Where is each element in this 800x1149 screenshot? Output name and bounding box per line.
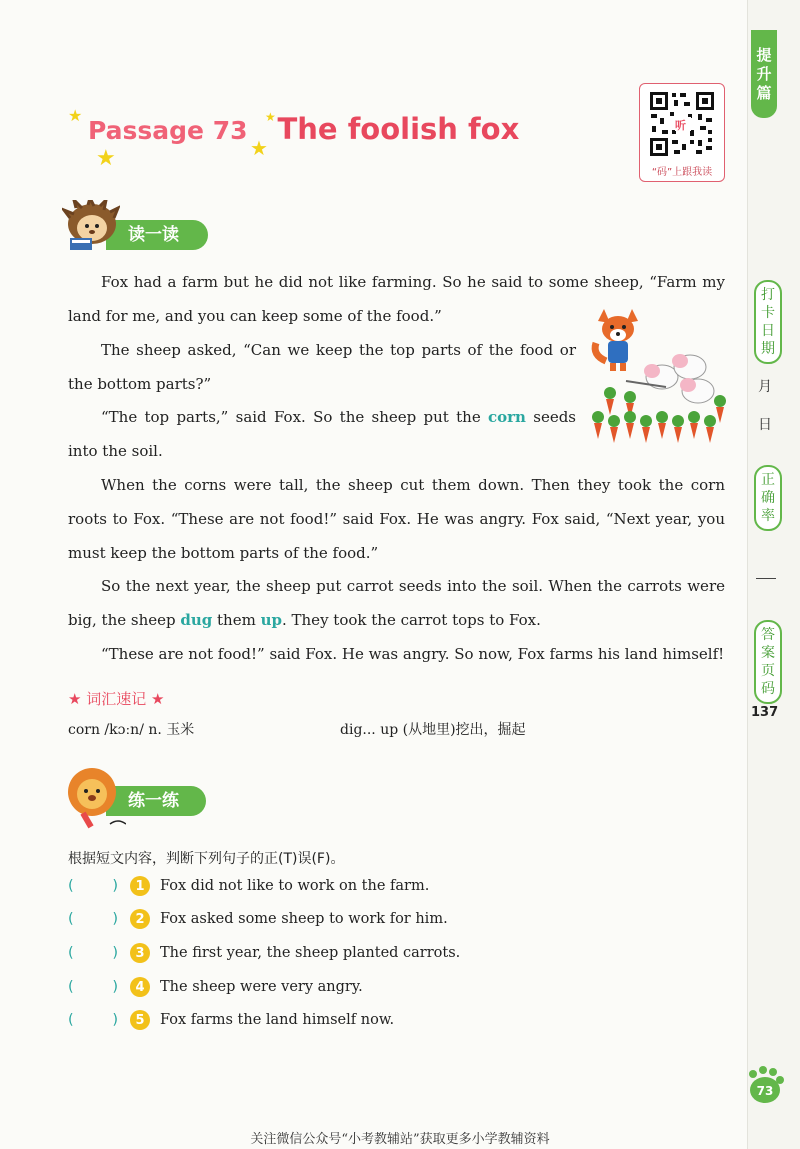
- paw-page-badge-icon: [745, 1066, 785, 1106]
- question-text: Fox asked some sheep to work for him.: [160, 911, 448, 927]
- question-row: [68, 1008, 394, 1032]
- paren-open: (: [68, 945, 74, 961]
- pill-char: 期: [761, 341, 775, 357]
- star-icon: ★: [68, 106, 83, 125]
- question-text: The first year, the sheep planted carrots.: [160, 945, 461, 961]
- month-label: 月: [758, 379, 772, 395]
- qr-caption: “码”上跟我读: [651, 167, 713, 178]
- question-row: [68, 907, 448, 931]
- pill-char: 答: [761, 627, 775, 643]
- hedgehog-reading-icon: [62, 200, 120, 254]
- story-paragraph: “These are not food!” said Fox. He was angry. So now, Fox farms his land himself!: [101, 645, 725, 663]
- pill-char: 页: [761, 663, 775, 679]
- paren-open: (: [68, 979, 74, 995]
- exercise-instruction: 根据短文内容，判断下列句子的正(T)误(F)。: [68, 851, 345, 867]
- text-run: . They took the carrot tops to Fox.: [281, 611, 541, 629]
- paren-close: ): [112, 979, 118, 995]
- star-icon: ★: [250, 136, 268, 160]
- pill-char: 案: [761, 645, 775, 661]
- section-tab: [751, 30, 777, 118]
- question-text: Fox did not like to work on the farm.: [160, 878, 430, 894]
- tab-char: 提: [756, 45, 772, 64]
- paren-open: (: [68, 878, 74, 894]
- paren-open: (: [68, 911, 74, 927]
- text-run: “The top parts,” said Fox. So the sheep put the: [101, 408, 488, 426]
- answer-blank[interactable]: [68, 1012, 124, 1028]
- pill-char: 日: [761, 323, 775, 339]
- answer-blank[interactable]: [68, 878, 124, 894]
- answer-blank[interactable]: [68, 911, 124, 927]
- pill-char: 码: [761, 681, 775, 697]
- section-banner-read: 读一读: [106, 220, 208, 250]
- accuracy-pill: [754, 465, 782, 531]
- vocab-heading: ★ 词汇速记 ★: [68, 690, 165, 708]
- qr-code[interactable]: [639, 83, 725, 182]
- page-title: [88, 112, 519, 146]
- answer-page-number: 137: [751, 705, 779, 720]
- story-paragraph: [68, 569, 725, 637]
- paren-close: ): [112, 878, 118, 894]
- answer-blank[interactable]: [68, 945, 124, 961]
- paren-open: (: [68, 1012, 74, 1028]
- vocab-item: dig... up (从地里)挖出，掘起: [340, 722, 526, 738]
- question-row: [68, 941, 460, 965]
- story-paragraph: When the corns were tall, the sheep cut them down. Then they took the corn roots to Fox. “These are not food!” said Fox. He was angry. Fox said, “Next year, you must keep the bottom parts of the food.”: [68, 476, 725, 562]
- pill-char: 打: [761, 287, 775, 303]
- answer-page-pill: [754, 620, 782, 704]
- pill-char: 率: [761, 508, 775, 524]
- passage-number: Passage 73: [88, 116, 248, 145]
- qr-badge: 听: [675, 119, 686, 132]
- question-number: 3: [130, 943, 150, 963]
- question-number: 1: [130, 876, 150, 896]
- vocab-item: corn /kɔːn/ n. 玉米: [68, 722, 195, 738]
- question-row: [68, 975, 363, 999]
- question-row: [68, 874, 429, 898]
- story-paragraph: [68, 400, 576, 468]
- vocab-keyword: up: [260, 611, 282, 629]
- passage-title: The foolish fox: [277, 112, 520, 146]
- right-sidebar: [747, 0, 800, 1149]
- question-number: 5: [130, 1010, 150, 1030]
- star-icon: ★: [96, 146, 116, 171]
- question-number: 4: [130, 977, 150, 997]
- footer-note: 关注微信公众号“小考教辅站”获取更多小学教辅资料: [250, 1132, 550, 1147]
- vocab-keyword: dug: [180, 611, 213, 629]
- day-label: 日: [758, 417, 772, 433]
- pill-char: 卡: [761, 305, 775, 321]
- pill-char: 正: [761, 472, 775, 488]
- text-run: seeds into the soil.: [68, 408, 576, 460]
- story-paragraph: Fox had a farm but he did not like farming. So he said to some sheep, “Farm my land for me, and you can keep some of the food.”: [68, 273, 725, 325]
- page-number: 73: [756, 1084, 774, 1098]
- section-banner-practice: 练一练: [106, 786, 206, 816]
- paren-close: ): [112, 911, 118, 927]
- paren-close: ): [112, 1012, 118, 1028]
- tab-char: 升: [756, 64, 772, 83]
- fox-and-sheep-illustration: [586, 303, 728, 446]
- paren-close: ): [112, 945, 118, 961]
- divider: [756, 578, 776, 579]
- star-icon: ★: [265, 110, 276, 124]
- text-run: them: [212, 611, 261, 629]
- lion-pencil-icon: [66, 766, 126, 832]
- tab-char: 篇: [756, 83, 772, 102]
- pill-char: 确: [761, 490, 775, 506]
- story-paragraph: The sheep asked, “Can we keep the top parts of the food or the bottom parts?”: [68, 341, 576, 393]
- question-text: The sheep were very angry.: [160, 979, 363, 995]
- answer-blank[interactable]: [68, 979, 124, 995]
- question-text: Fox farms the land himself now.: [160, 1012, 395, 1028]
- vocab-keyword: corn: [488, 408, 526, 426]
- text-run: So the next year, the sheep put carrot seeds into the soil. When the carrots were big, the sheep: [68, 577, 725, 629]
- question-number: 2: [130, 909, 150, 929]
- checkin-date-pill: [754, 280, 782, 364]
